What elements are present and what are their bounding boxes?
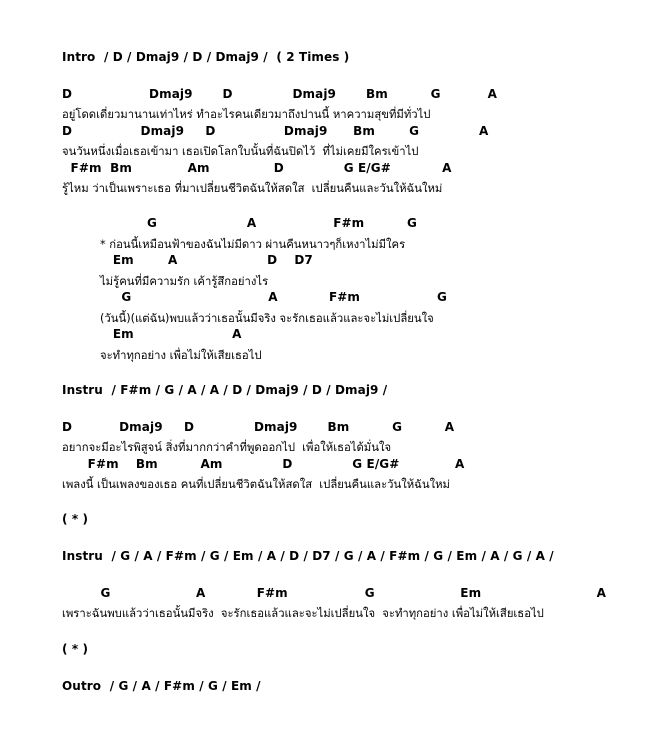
chorus-lyrics-4: จะทำทุกอย่าง เพื่อไม่ให้เสียเธอไป xyxy=(100,349,262,362)
verse1-chords-2: D Dmaj9 D Dmaj9 Bm G A xyxy=(62,124,489,138)
verse1-lyrics-1: อยู่โดดเดี่ยวมานานเท่าไหร่ ทำอะไรคนเดียวมาถึงปานนี้ หาความสุขที่มีทั่วไป xyxy=(62,108,431,121)
verse2-chords-2: F#m Bm Am D G E/G# A xyxy=(62,457,465,471)
repeat-marker-2: ( * ) xyxy=(62,642,89,656)
chorus-lyrics-2: ไม่รู้คนที่มีความรัก เค้ารู้สึกอย่างไร xyxy=(100,275,269,288)
chorus-lyrics-3: (วันนี้)(แต่ฉัน)พบแล้วว่าเธอนั้นมีจริง จะรักเธอแล้วและจะไม่เปลี่ยนใจ xyxy=(100,312,434,325)
instru-line-1: Instru / F#m / G / A / A / D / Dmaj9 / D / Dmaj9 / xyxy=(62,383,388,397)
chorus-chords-3: G A F#m G xyxy=(100,290,447,304)
outro-line: Outro / G / A / F#m / G / Em / xyxy=(62,679,261,693)
verse2-lyrics-1: อยากจะมีอะไรพิสูจน์ สิ่งที่มากกว่าคำที่พูดออกไป เพื่อให้เธอได้มั่นใจ xyxy=(62,441,392,454)
chorus-lyrics-1: * ก่อนนี้เหมือนฟ้าของฉันไม่มีดาว ผ่านคืนหนาวๆก็เหงาไม่มีใคร xyxy=(100,238,406,251)
verse1-chords-1: D Dmaj9 D Dmaj9 Bm G A xyxy=(62,87,497,101)
chorus-chords-1: G A F#m G xyxy=(100,216,418,230)
verse2-chords-1: D Dmaj9 D Dmaj9 Bm G A xyxy=(62,420,455,434)
instru-line-2: Instru / G / A / F#m / G / Em / A / D / D7 / G / A / F#m / G / Em / A / G / A / xyxy=(62,549,554,563)
verse2-lyrics-2: เพลงนี้ เป็นเพลงของเธอ คนที่เปลี่ยนชีวิตฉันให้สดใส เปลี่ยนคืนและวันให้ฉันใหม่ xyxy=(62,478,450,491)
chorus-chords-2: Em A D D7 xyxy=(100,253,313,267)
repeat-marker-1: ( * ) xyxy=(62,512,89,526)
verse1-lyrics-3: รู้ไหม ว่าเป็นเพราะเธอ ที่มาเปลี่ยนชีวิตฉันให้สดใส เปลี่ยนคืนและวันให้ฉันใหม่ xyxy=(62,182,443,195)
bridge-chords: G A F#m G Em A xyxy=(62,586,607,600)
verse1-chords-3: F#m Bm Am D G E/G# A xyxy=(62,161,452,175)
bridge-lyrics: เพราะฉันพบแล้วว่าเธอนั้นมีจริง จะรักเธอแล้วและจะไม่เปลี่ยนใจ จะทำทุกอย่าง เพื่อไม่ให้เสียเธอไป xyxy=(62,607,544,620)
verse1-lyrics-2: จนวันหนึ่งเมื่อเธอเข้ามา เธอเปิดโลกใบนั้นที่ฉันปิดไว้ ที่ไม่เคยมีใครเข้าไป xyxy=(62,145,419,158)
chorus-chords-4: Em A xyxy=(100,327,242,341)
intro-line: Intro / D / Dmaj9 / D / Dmaj9 / ( 2 Times ) xyxy=(62,50,350,64)
